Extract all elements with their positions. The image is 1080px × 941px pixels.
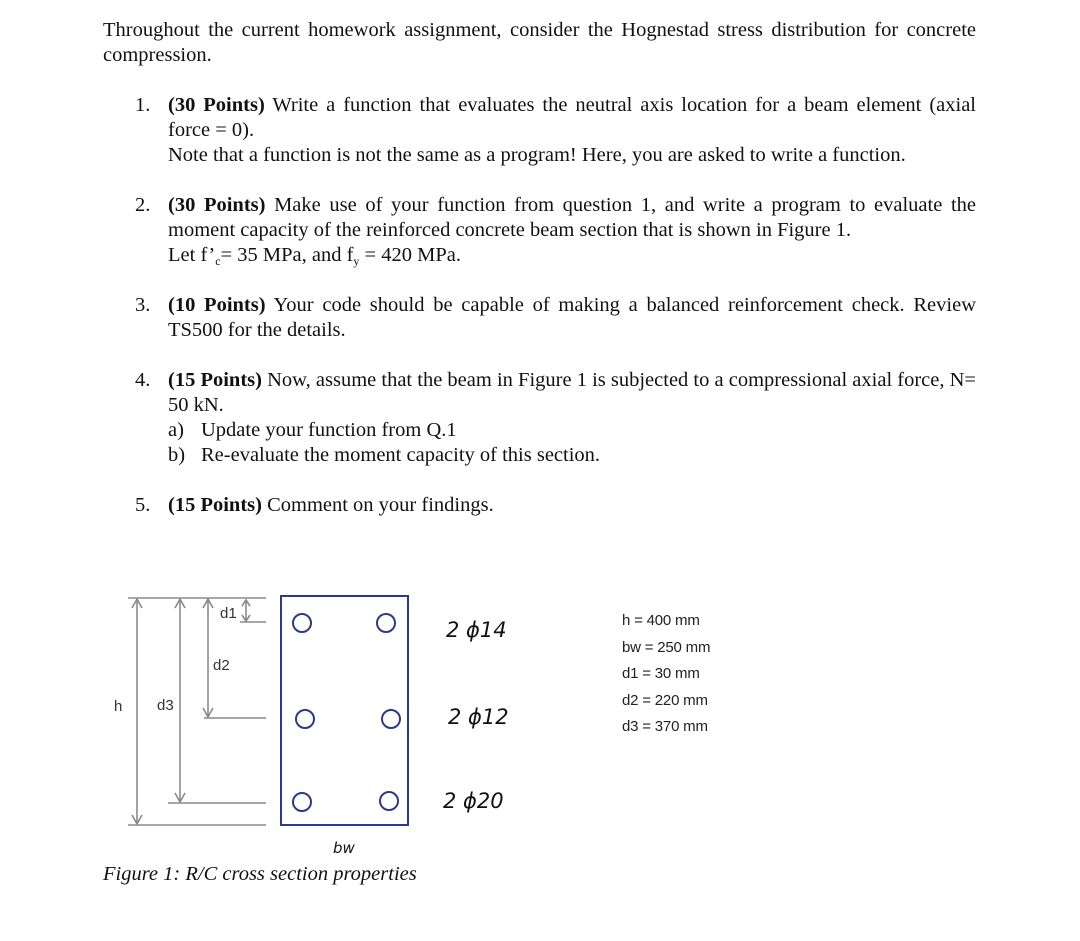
rebar-middle-left	[296, 710, 314, 728]
question-note: Note that a function is not the same as a program! Here, you are asked to write a function.	[168, 144, 906, 166]
subquestion-text: Update your function from Q.1	[201, 419, 457, 441]
question-number: 1.	[135, 94, 151, 116]
property-d3: d3 = 370 mm	[622, 718, 708, 736]
rebar-label-middle: 2 ϕ12	[448, 705, 509, 729]
question-2	[135, 193, 976, 268]
subquestion-text: Re-evaluate the moment capacity of this section.	[201, 444, 601, 466]
property-d2: d2 = 220 mm	[622, 691, 708, 709]
property-bw: bw = 250 mm	[622, 638, 711, 656]
intro-paragraph: Throughout the current homework assignment, consider the Hognestad stress distribution for concrete compression.	[103, 19, 976, 66]
question-points: (10 Points)	[168, 294, 266, 316]
question-list	[135, 93, 976, 543]
material-properties-line: Let $f’_c= 35$ MPa, and $f_y = 420$ MPa.	[168, 244, 461, 268]
d3-label: d3	[157, 697, 174, 714]
subquestion-label: b)	[168, 444, 186, 466]
d2-label: d2	[213, 657, 230, 674]
d1-label: d1	[220, 605, 237, 622]
h-dimension-arrow	[132, 599, 142, 824]
figure-caption: Figure 1: R/C cross section properties	[103, 863, 417, 885]
d3-dimension-arrow	[175, 599, 185, 802]
question-4	[135, 368, 976, 468]
property-h: h = 400 mm	[622, 612, 700, 629]
question-points: (30 Points)	[168, 94, 265, 116]
question-text: Write a function that evaluates the neutral axis location for a beam element (axial force = 0).	[168, 94, 976, 141]
subquestion-b	[168, 443, 976, 468]
rebar-middle-right	[382, 710, 400, 728]
question-number: 5.	[135, 494, 151, 516]
question-3	[135, 293, 976, 343]
question-points: (30 Points)	[168, 194, 266, 216]
rebar-bottom-right	[380, 792, 398, 810]
bw-label: bw	[333, 839, 355, 857]
question-1	[135, 93, 976, 168]
question-text: Now, assume that the beam in Figure 1 is subjected to a compressional axial force, N= 50 kN.	[168, 369, 976, 416]
dimension-lines	[128, 598, 266, 825]
subquestion-a	[168, 418, 976, 443]
h-label: h	[114, 698, 123, 715]
cross-section-figure	[0, 560, 1080, 860]
rebar-bottom-left	[293, 793, 311, 811]
question-text: Make use of your function from question 1, and write a program to evaluate the moment capacity of the reinforced concrete beam section that is shown in Figure 1.	[168, 194, 976, 241]
question-number: 4.	[135, 369, 151, 391]
d1-dimension-arrow	[242, 600, 250, 621]
question-points: (15 Points)	[168, 369, 262, 391]
rebar-top-right	[377, 614, 395, 632]
question-text: Comment on your findings.	[267, 494, 494, 516]
rebar-top-left	[293, 614, 311, 632]
question-number: 3.	[135, 294, 151, 316]
d2-dimension-arrow	[203, 599, 213, 717]
question-text: Your code should be capable of making a balanced reinforcement check. Review TS500 for the details.	[168, 294, 977, 341]
question-number: 2.	[135, 194, 151, 216]
rebar-label-top: 2 ϕ14	[446, 618, 507, 642]
subquestion-label: a)	[168, 419, 184, 441]
question-5	[135, 493, 976, 518]
section-properties-list	[622, 608, 710, 741]
property-d1: d1 = 30 mm	[622, 665, 700, 683]
rebar-label-bottom: 2 ϕ20	[443, 789, 504, 813]
question-points: (15 Points)	[168, 494, 262, 516]
